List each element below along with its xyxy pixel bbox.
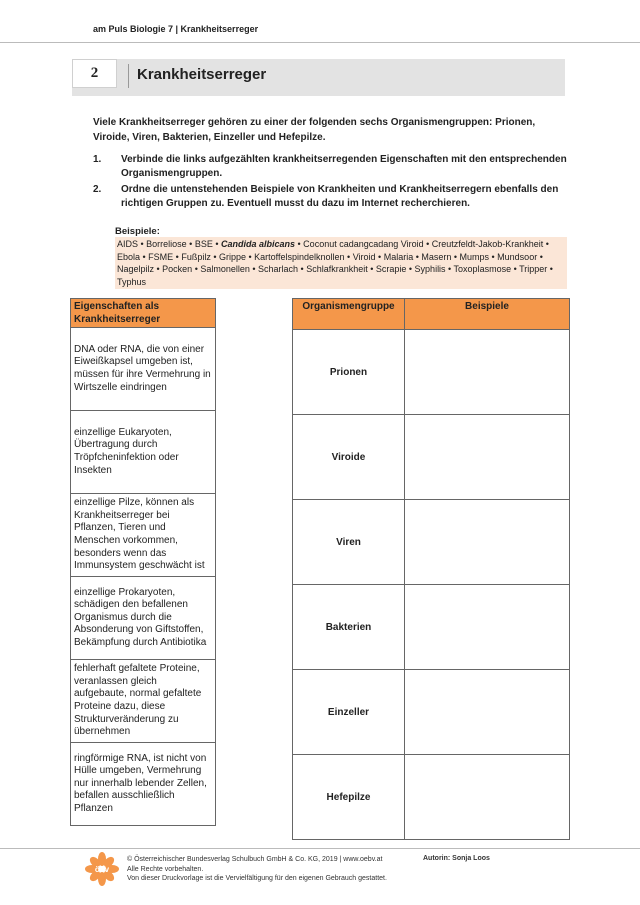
group-cell: Hefepilze	[293, 755, 405, 840]
intro-text: Viele Krankheitserreger gehören zu einer der folgenden sechs Organismengruppen: Prionen, Viroide, Viren, Bakterien, Einzeller und Hefepilze.	[93, 117, 536, 143]
examples-column-header: Beispiele	[405, 299, 570, 330]
group-column-header: Organismengruppe	[293, 299, 405, 330]
property-cell: einzellige Eukaryoten, Übertragung durch Tröpfcheninfektion oder Insekten	[71, 411, 216, 494]
header-divider	[0, 42, 640, 43]
task-text: Verbinde die links aufgezählten krankheitserregenden Eigenschaften mit den entsprechenden Organismengruppen.	[121, 154, 567, 179]
task-number: 2.	[93, 184, 102, 195]
examples-answer-cell[interactable]	[405, 415, 570, 500]
groups-table	[292, 298, 570, 840]
footer-copyright	[127, 855, 387, 884]
page-title: Krankheitserreger	[137, 66, 267, 83]
group-cell: Einzeller	[293, 670, 405, 755]
examples-answer-cell[interactable]	[405, 585, 570, 670]
running-header: am Puls Biologie 7 | Krankheitserreger	[93, 24, 259, 34]
task-number: 1.	[93, 154, 102, 165]
properties-table	[70, 298, 216, 826]
property-cell: einzellige Pilze, können als Krankheitserreger bei Pflanzen, Tieren und Menschen vorkommen, besonders wenn das Immunsystem geschwächt ist	[71, 494, 216, 577]
property-cell: ringförmige RNA, ist nicht von Hülle umgeben, Vermehrung nur innerhalb lebender Zellen, befallen ausschließlich Pflanzen	[71, 743, 216, 826]
footer-author: Autorin: Sonja Loos	[423, 855, 490, 862]
examples-label: Beispiele:	[115, 226, 160, 237]
group-cell: Viren	[293, 500, 405, 585]
examples-text: • Coconut cadangcadang Viroid • Creutzfeldt-Jakob-Krankheit • Ebola • FSME • Fußpilz • Grippe • Kartoffelspindelknollen • Viroid • Malaria • Masern • Mumps • Mundsoor • Nagelpilz • Pocken • Salmonellen • Scharlach • Schlafkrankheit • Scrapie • Syphilis • Toxoplasmose • Tripper • Typhus	[117, 239, 553, 287]
task-text: Ordne die untenstehenden Beispiele von Krankheiten und Krankheitserregern ebenfalls den richtigen Gruppen zu. Eventuell musst du dazu im Internet recherchieren.	[121, 184, 559, 209]
title-divider	[128, 64, 129, 88]
examples-italic-term: Candida albicans	[221, 239, 296, 249]
task-item	[93, 153, 568, 181]
group-cell: Prionen	[293, 330, 405, 415]
properties-header: Eigenschaften als Krankheitserreger	[71, 299, 216, 328]
footer-line: Von dieser Druckvorlage ist die Vervielfältigung für den eigenen Gebrauch gestattet.	[127, 875, 387, 882]
property-cell: fehlerhaft gefaltete Proteine, veranlassen gleich aufgebaute, normal gefaltete Proteine dazu, diese Strukturveränderung zu übernehmen	[71, 660, 216, 743]
chapter-number: 2	[72, 59, 117, 88]
task-item	[93, 183, 568, 211]
task-list	[93, 153, 568, 213]
footer-line: Alle Rechte vorbehalten.	[127, 865, 204, 873]
examples-text: AIDS • Borreliose • BSE •	[117, 239, 221, 249]
logo-text: öbv	[94, 865, 110, 874]
group-cell: Bakterien	[293, 585, 405, 670]
footer-divider	[0, 848, 640, 849]
property-cell: einzellige Prokaryoten, schädigen den befallenen Organismus durch die Absonderung von Giftstoffen, Bekämpfung durch Antibiotika	[71, 577, 216, 660]
examples-answer-cell[interactable]	[405, 670, 570, 755]
footer-line: © Österreichischer Bundesverlag Schulbuch GmbH & Co. KG, 2019 | www.oebv.at	[127, 856, 383, 863]
examples-answer-cell[interactable]	[405, 755, 570, 840]
group-cell: Viroide	[293, 415, 405, 500]
publisher-logo-icon	[84, 850, 120, 888]
examples-answer-cell[interactable]	[405, 330, 570, 415]
examples-box	[115, 237, 567, 289]
examples-answer-cell[interactable]	[405, 500, 570, 585]
property-cell: DNA oder RNA, die von einer Eiweißkapsel umgeben ist, müssen für ihre Vermehrung in Wirtszelle eindringen	[71, 328, 216, 411]
